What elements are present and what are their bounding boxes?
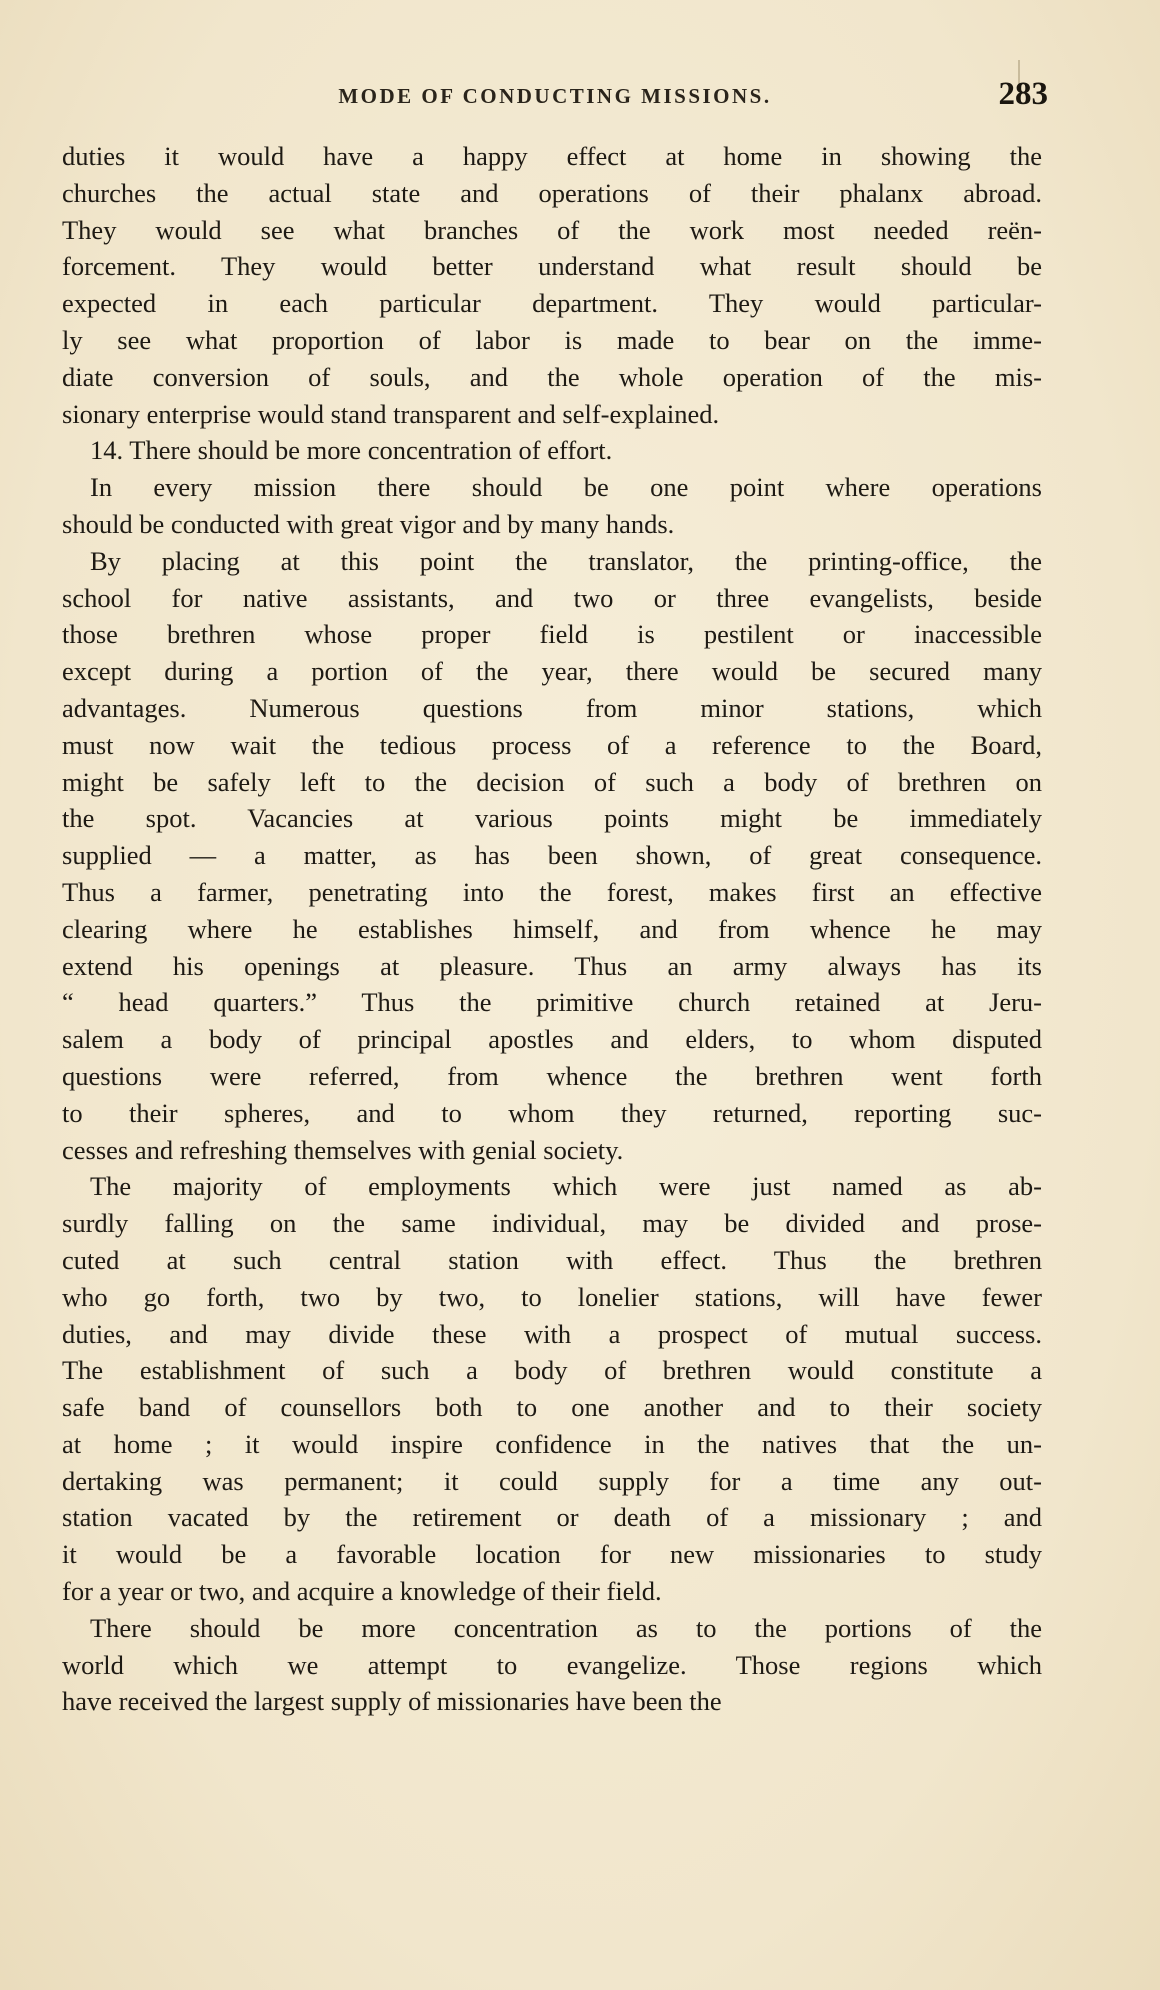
text-line: They would see what branches of the work most needed reën- [62, 214, 1042, 245]
text-line: the spot. Vacancies at various points might be immediately [62, 803, 1042, 834]
text-line: The establishment of such a body of brethren would constitute a [62, 1355, 1042, 1386]
text-line: questions were referred, from whence the brethren went forth [62, 1060, 1042, 1091]
text-line: 14. There should be more concentration of effort. [90, 435, 613, 466]
page-header [62, 78, 1048, 118]
text-line: By placing at this point the translator, the printing-office, the [90, 545, 1042, 576]
text-line: clearing where he establishes himself, and from whence he may [62, 913, 1042, 944]
text-line: “ head quarters.” Thus the primitive church retained at Jeru- [62, 987, 1042, 1018]
text-line: must now wait the tedious process of a reference to the Board, [62, 729, 1042, 760]
text-line: world which we attempt to evangelize. Those regions which [62, 1649, 1042, 1680]
body-text [62, 138, 1042, 1720]
text-line: In every mission there should be one point where operations [90, 472, 1042, 503]
text-line: station vacated by the retirement or death of a missionary ; and [62, 1502, 1042, 1533]
text-line: to their spheres, and to whom they returned, reporting suc- [62, 1097, 1042, 1128]
text-line: Thus a farmer, penetrating into the forest, makes first an effective [62, 876, 1042, 907]
text-line: cesses and refreshing themselves with genial society. [62, 1134, 624, 1165]
text-line: should be conducted with great vigor and by many hands. [62, 508, 675, 539]
text-line: safe band of counsellors both to one another and to their society [62, 1392, 1042, 1423]
text-line: advantages. Numerous questions from minor stations, which [62, 692, 1042, 723]
text-line: for a year or two, and acquire a knowledge of their field. [62, 1576, 662, 1607]
text-line: except during a portion of the year, there would be secured many [62, 656, 1042, 687]
text-line: duties it would have a happy effect at home in showing the [62, 141, 1042, 171]
text-line: who go forth, two by two, to lonelier stations, will have fewer [62, 1281, 1042, 1312]
text-line: forcement. They would better understand what result should be [62, 251, 1042, 282]
text-line: surdly falling on the same individual, may be divided and prose- [62, 1208, 1042, 1239]
text-line: The majority of employments which were just named as ab- [90, 1171, 1042, 1202]
page-number: 283 [998, 76, 1048, 112]
text-line: ly see what proportion of labor is made to bear on the imme- [62, 324, 1042, 355]
text-line: There should be more concentration as to the portions of the [90, 1612, 1042, 1643]
text-line: might be safely left to the decision of such a body of brethren on [62, 766, 1042, 797]
text-line: diate conversion of souls, and the whole operation of the mis- [62, 361, 1042, 392]
text-line: those brethren whose proper field is pestilent or inaccessible [62, 619, 1042, 650]
text-line: duties, and may divide these with a prospect of mutual success. [62, 1318, 1042, 1349]
text-line: cuted at such central station with effect. Thus the brethren [62, 1244, 1042, 1275]
text-line: salem a body of principal apostles and elders, to whom disputed [62, 1024, 1042, 1055]
text-line: sionary enterprise would stand transparent and self-explained. [62, 398, 720, 429]
text-line: have received the largest supply of missionaries have been the [62, 1686, 722, 1717]
text-line: it would be a favorable location for new missionaries to study [62, 1539, 1042, 1570]
text-line: school for native assistants, and two or three evangelists, beside [62, 582, 1042, 613]
text-line: extend his openings at pleasure. Thus an army always has its [62, 950, 1042, 981]
running-head: MODE OF CONDUCTING MISSIONS. [338, 84, 772, 108]
text-line: supplied — a matter, as has been shown, of great consequence. [62, 840, 1042, 871]
text-line: churches the actual state and operations of their phalanx abroad. [62, 177, 1042, 208]
text-line: at home ; it would inspire confidence in the natives that the un- [62, 1428, 1042, 1459]
text-line: dertaking was permanent; it could supply for a time any out- [62, 1465, 1042, 1496]
text-line: expected in each particular department. They would particular- [62, 288, 1042, 319]
